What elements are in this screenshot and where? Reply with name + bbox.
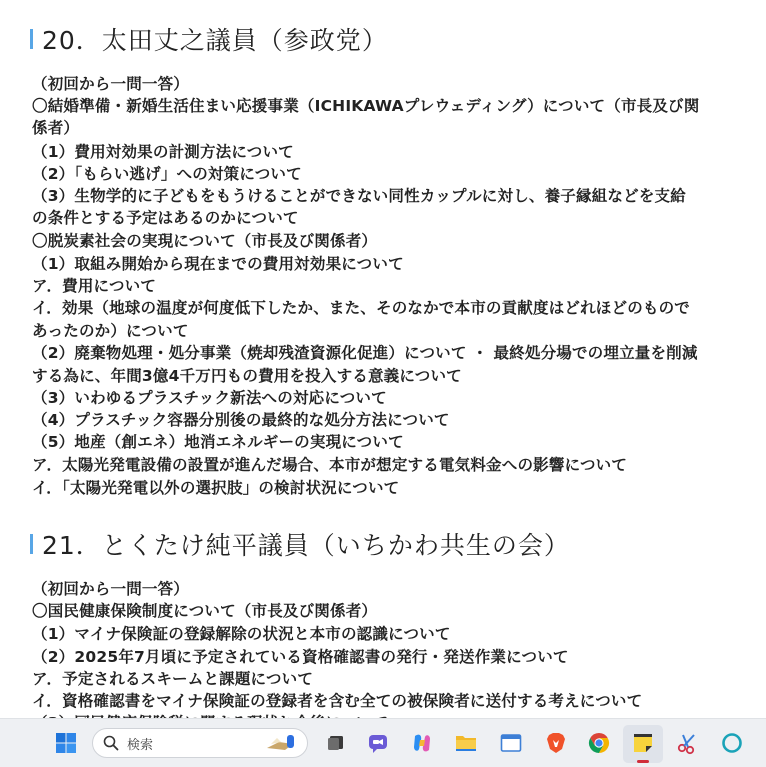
text-line: イ．資格確認書をマイナ保険証の登録者を含む全ての被保険者に送付する考えについて (32, 692, 643, 710)
text-line: イ．効果（地球の温度が何度低下したか、また、そのなかで本市の貢献度はどれほどのもので (32, 299, 691, 317)
taskbar-search-box[interactable] (92, 728, 308, 758)
search-placeholder: 検索 (127, 737, 154, 753)
chrome-icon[interactable] (583, 727, 615, 759)
text-line: ア．費用について (32, 277, 157, 295)
text-line: する為に、年間3億4千万円もの費用を投入する意義について (32, 367, 462, 385)
sticky-notes-icon[interactable] (627, 727, 659, 759)
windows-start-icon[interactable] (50, 727, 82, 759)
snipping-tool-icon[interactable] (671, 727, 703, 759)
search-icon (103, 735, 119, 751)
text-line: 〇国民健康保険制度について（市長及び関係者） (32, 602, 378, 620)
section-heading-20 (30, 22, 388, 56)
text-line: （1）取組み開始から現在までの費用対効果について (32, 255, 404, 273)
text-line: ア．太陽光発電設備の設置が進んだ場合、本市が想定する電気料金への影響について (32, 456, 628, 474)
text-line: あったのか）について (32, 322, 189, 340)
text-line: （2）廃棄物処理・処分事業（焼却残渣資源化促進）について ・ 最終処分場での埋立量を削減 (32, 344, 698, 362)
brave-browser-icon[interactable] (540, 727, 572, 759)
text-line: （2）「もらい逃げ」への対策について (32, 165, 302, 183)
section-title: 21．とくたけ純平議員（いちかわ共生の会） (42, 531, 570, 560)
text-line: イ．「太陽光発電以外の選択肢」の検討状況について (32, 479, 400, 497)
chat-icon[interactable] (362, 727, 394, 759)
section-heading-21 (30, 527, 570, 561)
file-explorer-icon[interactable] (450, 727, 482, 759)
text-line: （5）地産（創エネ）地消エネルギーの実現について (32, 433, 404, 451)
widgets-icon[interactable] (263, 732, 299, 754)
copilot-icon[interactable] (406, 727, 438, 759)
circle-app-icon[interactable] (716, 727, 748, 759)
section-title: 20．太田丈之議員（参政党） (42, 26, 388, 55)
active-indicator (637, 760, 649, 763)
heading-accent-bar (30, 29, 33, 49)
text-line: （初回から一問一答） (32, 75, 190, 93)
text-line: （1）費用対効果の計測方法について (32, 143, 294, 161)
text-line: 〇結婚準備・新婚生活住まい応援事業（ICHIKAWAプレウェディング）について（市長及び関 (32, 97, 700, 115)
text-line: （1）マイナ保険証の登録解除の状況と本市の認識について (32, 625, 451, 643)
text-line: （初回から一問一答） (32, 580, 190, 598)
text-line: （3）生物学的に子どもをもうけることができない同性カップルに対し、養子縁組などを支給 (32, 187, 686, 205)
text-line: 係者） (32, 119, 80, 137)
window-app-icon[interactable] (495, 727, 527, 759)
text-line: 〇脱炭素社会の実現について（市長及び関係者） (32, 232, 378, 250)
taskbar (0, 718, 766, 767)
text-line: ア．予定されるスキームと課題について (32, 670, 314, 688)
text-line: （4）プラスチック容器分別後の最終的な処分方法について (32, 411, 450, 429)
text-line: （2）2025年7月頃に予定されている資格確認書の発行・発送作業について (32, 648, 569, 666)
task-view-icon[interactable] (320, 727, 352, 759)
text-line: の条件とする予定はあるのかについて (32, 209, 299, 227)
text-line: （3）いわゆるプラスチック新法への対応について (32, 389, 387, 407)
heading-accent-bar (30, 534, 33, 554)
